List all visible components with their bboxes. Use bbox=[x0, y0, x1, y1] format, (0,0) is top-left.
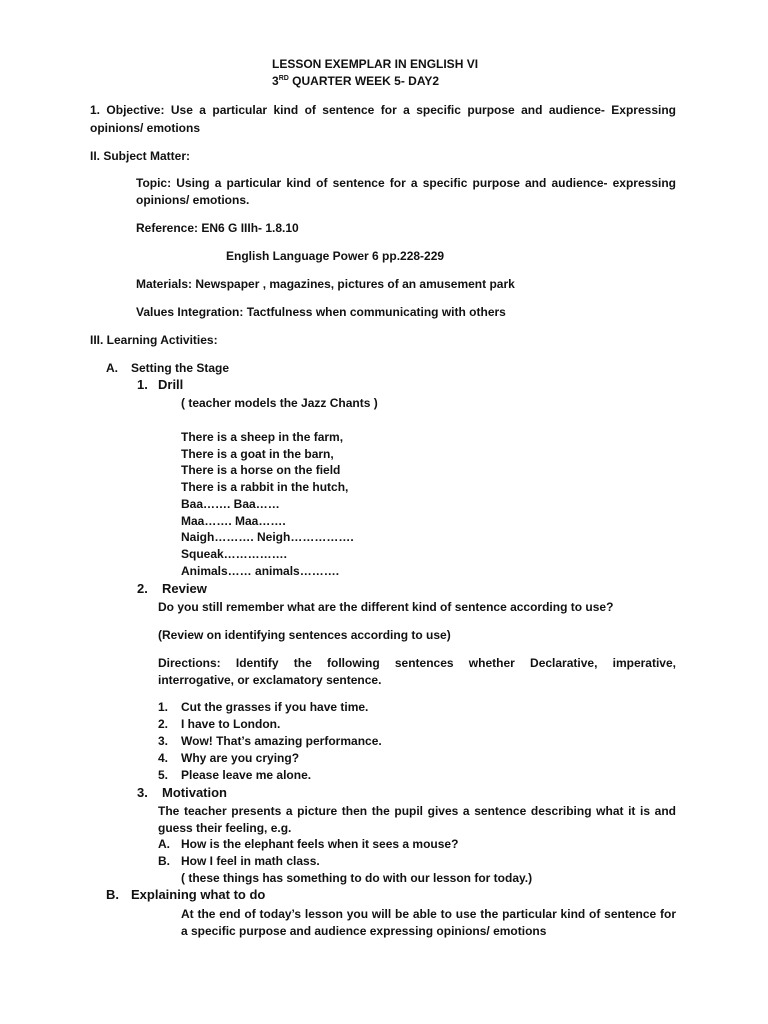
materials-line: Materials: Newspaper , magazines, pictures of an amusement park bbox=[136, 277, 515, 291]
review-item-number: 1. bbox=[158, 700, 169, 714]
motivation-item-text: How is the elephant feels when it sees a mouse? bbox=[181, 837, 459, 851]
chant-line: Baa……. Baa…… bbox=[181, 497, 280, 511]
chant-line: There is a rabbit in the hutch, bbox=[181, 480, 349, 494]
section-b-line-2: a specific purpose and audience expressing opinions/ emotions bbox=[181, 924, 547, 938]
chant-line: There is a sheep in the farm, bbox=[181, 430, 344, 444]
drill-number: 1. bbox=[137, 377, 148, 392]
motivation-item-letter: A. bbox=[158, 837, 170, 851]
motivation-title: Motivation bbox=[162, 785, 227, 800]
section-a-letter: A. bbox=[106, 361, 118, 375]
objective-line-2: opinions/ emotions bbox=[90, 121, 200, 135]
drill-title: Drill bbox=[158, 377, 184, 392]
section-b-title: Explaining what to do bbox=[131, 887, 266, 902]
motivation-item-text: How I feel in math class. bbox=[181, 854, 320, 868]
directions-line-2: interrogative, or exclamatory sentence. bbox=[158, 673, 382, 687]
directions-line-1: Directions: Identify the following sentences whether Declarative, imperative, bbox=[158, 656, 676, 670]
review-note: (Review on identifying sentences according to use) bbox=[158, 628, 451, 642]
motivation-line-2: guess their feeling, e.g. bbox=[158, 821, 292, 835]
chant-line: There is a goat in the barn, bbox=[181, 447, 334, 461]
motivation-line-1: The teacher presents a picture then the pupil gives a sentence describing what it is and bbox=[158, 804, 676, 818]
chant-line: There is a horse on the field bbox=[181, 463, 341, 477]
learning-activities-heading: III. Learning Activities: bbox=[90, 333, 218, 347]
quarter-rest: QUARTER WEEK 5- DAY2 bbox=[288, 74, 440, 88]
review-number: 2. bbox=[137, 581, 148, 596]
review-question: Do you still remember what are the different kind of sentence according to use? bbox=[158, 600, 614, 614]
chant-line: Animals…… animals………. bbox=[181, 564, 340, 578]
drill-note: ( teacher models the Jazz Chants ) bbox=[181, 396, 378, 410]
review-item-number: 5. bbox=[158, 768, 169, 782]
section-a-title: Setting the Stage bbox=[131, 361, 230, 375]
review-item-number: 3. bbox=[158, 734, 169, 748]
section-b-letter: B. bbox=[106, 887, 119, 902]
review-item-number: 2. bbox=[158, 717, 169, 731]
reference-line-2: English Language Power 6 pp.228-229 bbox=[226, 249, 445, 263]
quarter-line bbox=[272, 73, 439, 89]
motivation-item-letter: B. bbox=[158, 854, 170, 868]
topic-line-2: opinions/ emotions. bbox=[136, 193, 250, 207]
section-b-line-1: At the end of today’s lesson you will be able to use the particular kind of sentence for bbox=[181, 907, 676, 921]
review-item-text: Please leave me alone. bbox=[181, 768, 312, 782]
values-integration-line: Values Integration: Tactfulness when communicating with others bbox=[136, 305, 506, 319]
quarter-superscript: RD bbox=[278, 75, 289, 82]
review-item-text: I have to London. bbox=[181, 717, 281, 731]
review-item-number: 4. bbox=[158, 751, 169, 765]
chant-line: Naigh………. Neigh……………. bbox=[181, 530, 354, 544]
quarter-number: 3 bbox=[272, 74, 279, 88]
review-item-text: Cut the grasses if you have time. bbox=[181, 700, 369, 714]
review-item-text: Why are you crying? bbox=[181, 751, 300, 765]
reference-line-1: Reference: EN6 G IIIh- 1.8.10 bbox=[136, 221, 299, 235]
review-title: Review bbox=[162, 581, 207, 596]
document-title: LESSON EXEMPLAR IN ENGLISH VI bbox=[272, 57, 479, 71]
review-item-text: Wow! That’s amazing performance. bbox=[181, 734, 382, 748]
topic-line-1: Topic: Using a particular kind of sentence for a specific purpose and audience- expressing bbox=[136, 176, 676, 190]
chant-line: Squeak……………. bbox=[181, 547, 288, 561]
objective-line-1: 1. Objective: Use a particular kind of sentence for a specific purpose and audience- Expressing bbox=[90, 103, 676, 117]
chant-line: Maa……. Maa……. bbox=[181, 514, 286, 528]
motivation-number: 3. bbox=[137, 785, 148, 800]
subject-matter-heading: II. Subject Matter: bbox=[90, 149, 191, 163]
motivation-note: ( these things has something to do with our lesson for today.) bbox=[181, 871, 533, 885]
